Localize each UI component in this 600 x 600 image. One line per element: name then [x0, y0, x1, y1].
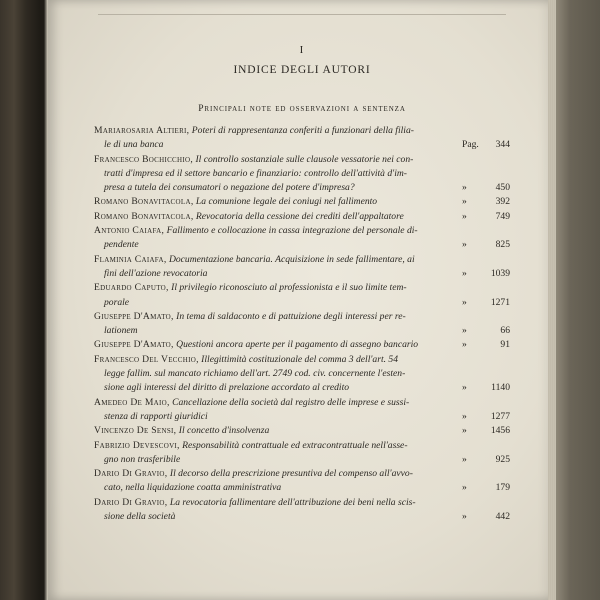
- entry-title: tratti d'impresa ed il settore bancario e finanziario: controllo dell'attività d'im-: [104, 167, 408, 179]
- entry-author: Amedeo De Maio,: [94, 396, 170, 408]
- entry-author: Antonio Caiafa,: [94, 225, 165, 237]
- index-entry: [94, 195, 510, 209]
- entry-title: La comunione legale dei coniugi nel fallimento: [195, 196, 378, 208]
- index-entry: [94, 424, 510, 438]
- entry-line: [94, 481, 452, 495]
- page-number: 1039: [490, 267, 510, 279]
- section-numeral: I: [299, 44, 305, 56]
- author-index-list: [94, 124, 510, 524]
- page-number: 392: [495, 196, 510, 208]
- entry-author: Giuseppe D'Amato,: [94, 339, 174, 351]
- index-entry: [94, 153, 510, 196]
- index-entry: [94, 467, 510, 496]
- book-page: [48, 0, 552, 600]
- entry-page-ref: [454, 181, 510, 195]
- entry-line: [94, 324, 452, 338]
- entry-title: Revocatoria della cessione dei crediti dell'appaltatore: [195, 210, 404, 222]
- entry-title: La revocatoria fallimentare dell'attribuzione dei beni nella scis-: [169, 496, 416, 508]
- entry-page-ref: [454, 210, 510, 224]
- entry-line: [94, 267, 452, 281]
- entry-author: Eduardo Caputo,: [94, 282, 169, 294]
- page-number: 442: [495, 511, 510, 523]
- entry-title: In tema di saldaconto e di pattuizione degli interessi per re-: [176, 310, 406, 322]
- entry-line: [94, 224, 452, 238]
- entry-title: Illegittimità costituzionale del comma 3 dell'art. 54: [201, 353, 399, 365]
- page-ref-mark: »: [462, 382, 467, 394]
- entry-page-ref: [454, 481, 510, 495]
- entry-page-ref: [454, 195, 510, 209]
- entry-title: porale: [104, 296, 130, 308]
- index-entry: [94, 253, 510, 282]
- entry-author: Fabrizio Devescovi,: [94, 439, 180, 451]
- entry-author: Giuseppe D'Amato,: [94, 310, 174, 322]
- entry-title: gno non trasferibile: [104, 453, 181, 465]
- index-entry: [94, 338, 510, 352]
- entry-page-ref: [454, 424, 510, 438]
- entry-title: legge fallim. sul mancato richiamo dell'art. 2749 cod. civ. concernente l'esten-: [104, 368, 406, 380]
- entry-line: [94, 296, 452, 310]
- page-ref-mark: »: [462, 182, 467, 194]
- entry-line: [94, 138, 452, 152]
- page-number: 450: [495, 182, 510, 194]
- entry-line: [94, 410, 452, 424]
- entry-title: pendente: [104, 239, 139, 251]
- entry-title: lationem: [104, 325, 138, 337]
- entry-line: [94, 439, 452, 453]
- top-rule: [98, 14, 506, 15]
- entry-title: cato, nella liquidazione coatta amministrativa: [104, 482, 282, 494]
- entry-title: stenza di rapporti giuridici: [104, 410, 208, 422]
- entry-title: Responsabilità contrattuale ed extracontrattuale nell'asse-: [182, 439, 408, 451]
- entry-title: sione agli interessi del diritto di prelazione accordato al credito: [104, 382, 350, 394]
- entry-title: sione della società: [104, 511, 176, 523]
- page-ref-mark: »: [462, 425, 467, 437]
- page-ref-mark: »: [462, 196, 467, 208]
- page-ref-mark: »: [462, 511, 467, 523]
- entry-line: [94, 510, 452, 524]
- entry-title: Il concetto d'insolvenza: [178, 425, 270, 437]
- index-entry: [94, 124, 510, 153]
- entry-line: [94, 424, 452, 438]
- page-ref-mark: »: [462, 339, 467, 351]
- entry-author: Francesco Del Vecchio,: [94, 353, 199, 365]
- entry-line: [94, 367, 452, 381]
- entry-line: [94, 467, 452, 481]
- page-number: 1271: [490, 296, 510, 308]
- entry-line: [94, 210, 452, 224]
- entry-page-ref: [454, 410, 510, 424]
- entry-title: presa a tutela dei consumatori o negazione del potere d'impresa?: [104, 182, 355, 194]
- page-edge: [548, 0, 556, 600]
- entry-page-ref: [454, 324, 510, 338]
- index-entry: [94, 353, 510, 396]
- entry-author: Flaminia Caiafa,: [94, 253, 167, 265]
- entry-line: [94, 453, 452, 467]
- entry-line: [94, 153, 452, 167]
- index-entry: [94, 439, 510, 468]
- entry-title: Documentazione bancaria. Acquisizione in sede fallimentare, ai: [168, 253, 415, 265]
- page-number: 1277: [490, 410, 510, 422]
- page-ref-mark: »: [462, 296, 467, 308]
- entry-author: Dario Di Gravio,: [94, 496, 168, 508]
- entry-title: Il decorso della prescrizione presuntiva del compenso all'avvo-: [169, 468, 413, 480]
- entry-title: Questioni ancora aperte per il pagamento di assegno bancario: [176, 339, 419, 351]
- index-entry: [94, 224, 510, 253]
- entry-title: Cancellazione della società dal registro delle imprese e sussi-: [172, 396, 410, 408]
- entry-line: [94, 396, 452, 410]
- page-number: 66: [500, 325, 510, 337]
- index-entry: [94, 210, 510, 224]
- entry-page-ref: [454, 296, 510, 310]
- page-ref-mark: »: [462, 453, 467, 465]
- index-entry: [94, 396, 510, 425]
- entry-line: [94, 310, 452, 324]
- entry-page-ref: [454, 238, 510, 252]
- entry-page-ref: [454, 381, 510, 395]
- entry-line: [94, 195, 452, 209]
- entry-line: [94, 353, 452, 367]
- entry-page-ref: [454, 453, 510, 467]
- entry-line: [94, 238, 452, 252]
- entry-author: Francesco Bochicchio,: [94, 153, 194, 165]
- entry-author: Mariarosaria Altieri,: [94, 125, 190, 136]
- entry-line: [94, 167, 452, 181]
- entry-title: le di una banca: [104, 139, 164, 151]
- entry-page-ref: [454, 338, 510, 352]
- page-ref-mark: Pag.: [462, 139, 479, 151]
- section-subtitle: Principali note ed osservazioni a sentenza: [198, 104, 406, 114]
- page-number: 91: [500, 339, 510, 351]
- index-entry: [94, 281, 510, 310]
- page-ref-mark: »: [462, 210, 467, 222]
- entry-line: [94, 338, 452, 352]
- entry-author: Romano Bonavitacola,: [94, 196, 194, 208]
- entry-line: [94, 181, 452, 195]
- entry-author: Dario Di Gravio,: [94, 468, 168, 480]
- page-ref-mark: »: [462, 239, 467, 251]
- entry-title: Fallimento e collocazione in cassa integrazione del personale di-: [166, 225, 418, 237]
- page-number: 749: [495, 210, 510, 222]
- page-number: 825: [495, 239, 510, 251]
- entry-line: [94, 124, 452, 138]
- entry-title: Il controllo sostanziale sulle clausole vessatorie nei con-: [195, 153, 414, 165]
- index-entry: [94, 496, 510, 525]
- page-number: 179: [495, 482, 510, 494]
- entry-author: Romano Bonavitacola,: [94, 210, 194, 222]
- page-number: 925: [495, 453, 510, 465]
- page-number: 1140: [491, 382, 510, 394]
- entry-title: Poteri di rappresentanza conferiti a funzionari della filia-: [191, 125, 414, 136]
- entry-page-ref: [454, 138, 510, 152]
- entry-title: fini dell'azione revocatoria: [104, 267, 208, 279]
- page-ref-mark: »: [462, 410, 467, 422]
- page-ref-mark: »: [462, 325, 467, 337]
- entry-page-ref: [454, 267, 510, 281]
- page-ref-mark: »: [462, 267, 467, 279]
- entry-line: [94, 281, 452, 295]
- entry-line: [94, 381, 452, 395]
- page-title: INDICE DEGLI AUTORI: [233, 64, 371, 76]
- entry-line: [94, 253, 452, 267]
- page-number: 344: [495, 139, 510, 151]
- page-ref-mark: »: [462, 482, 467, 494]
- entry-page-ref: [454, 510, 510, 524]
- entry-author: Vincenzo De Sensi,: [94, 425, 177, 437]
- index-entry: [94, 310, 510, 339]
- entry-line: [94, 496, 452, 510]
- page-number: 1456: [490, 425, 510, 437]
- entry-title: Il privilegio riconosciuto al professionista e il suo limite tem-: [171, 282, 407, 294]
